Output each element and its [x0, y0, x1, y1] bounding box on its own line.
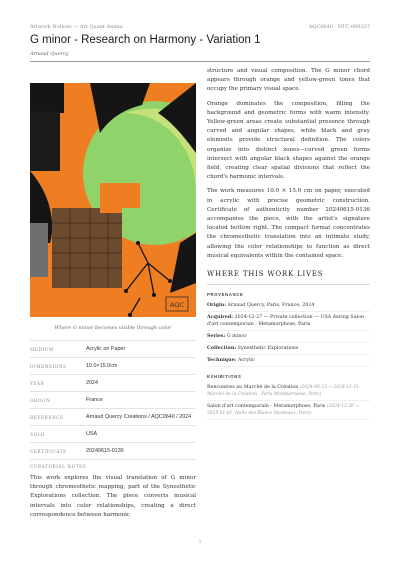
paint-gray-block [30, 223, 48, 277]
spec-value: 20240615-0136 [86, 448, 124, 454]
spec-label: ORIGIN [30, 398, 51, 403]
provenance-key: Collection: [207, 345, 237, 352]
spec-label: YEAR [30, 381, 45, 386]
spec-value: Arnaud Quercy Creations / AQC0640 / 2024 [86, 414, 192, 420]
page-header [30, 24, 370, 34]
curatorial-notes-text: This work explores the visual translation of G minor through chromesthetic mapping, part of the Synesthetic Explorations collection. The piece converts musical intervals into color relationships, creating a direct correspondence between harmonic [30, 475, 196, 518]
spec-value: 2024 [86, 380, 98, 386]
exhibition-item [207, 401, 370, 420]
spec-row-medium [30, 340, 196, 357]
provenance-acquired [207, 312, 370, 331]
provenance-key: Acquired: [207, 314, 234, 321]
exhibition-meta: (2024-06-23 → 2026-12-31, Marché de la Création - Paris Montparnasse, Paris) [207, 385, 361, 398]
provenance-value: Arnaud Quercy, Paris, France, 2024 [225, 303, 315, 309]
spec-row-origin [30, 391, 196, 408]
description-paragraph: Orange dominates the composition, filling the background and geometric forms with warm intensity. Yellow-green areas create substantial presence through curved and angular shapes, while black and gray elements provide structural definition. The colors organize into distinct zones—curved green forms intersect with angular black shapes against the orange field, creating clear spatial divisions that reflect the chord's harmonic intervals. [207, 100, 370, 181]
header-divider [30, 61, 370, 62]
description-paragraph: structure and visual composition. The G minor chord appears through orange and yellow-green tones that occupy the primary visual space. [207, 68, 370, 93]
spec-row-reference [30, 408, 196, 425]
artwork-caption: Where G minor becomes visible through color [54, 325, 172, 331]
spec-label: REFERENCE [30, 415, 64, 420]
spec-row-dimensions [30, 357, 196, 374]
description-paragraph: The work measures 10.0 × 15.0 cm on paper, executed in acrylic with precise geometric construction. Certificate of authenticity number 20240615-0136 accompanies the piece, with the artist's signature located bottom right. The compact format concentrates the chromesthetic translation into an intimate study, allowing the color relationships to function as direct musical equivalents within the contained space. [207, 188, 370, 259]
spec-value: 10.0×15.0cm [86, 363, 118, 369]
spec-value: Acrylic on Paper [86, 346, 126, 352]
provenance-series [207, 331, 370, 343]
provenance-value: G minor [225, 334, 247, 340]
provenance-key: Series: [207, 333, 226, 340]
paint-brown-block [52, 208, 122, 288]
artist-signature: AQC [170, 301, 184, 309]
spec-label: MEDIUM [30, 347, 54, 352]
provenance-heading: PROVENANCE [207, 292, 244, 298]
spec-label: CERTIFICATE [30, 449, 67, 454]
spec-value: France [86, 397, 103, 403]
provenance-key: Origin: [207, 302, 226, 309]
spec-value: USA [86, 431, 98, 437]
specs-table [30, 340, 196, 460]
spec-row-sold [30, 425, 196, 442]
spec-label: DIMENSIONS [30, 364, 67, 369]
artist-name: Arnaud Quercy [30, 51, 69, 57]
curatorial-notes-heading: CURATORIAL NOTES [30, 464, 87, 469]
provenance-origin [207, 300, 370, 312]
provenance-value: 2024-12-27 — Private collection — USA during Salon d'art contemporain - Metamorphose, Paris [207, 315, 365, 328]
exhibitions-heading: EXHIBITIONS [207, 374, 242, 380]
description-column [207, 67, 370, 420]
provenance-technique [207, 355, 370, 367]
exhibition-name: Rencontres au Marché de la Création [207, 385, 299, 391]
paint-black-top-left [30, 83, 64, 113]
spec-row-year [30, 374, 196, 391]
artwork-image [30, 83, 196, 317]
spec-row-certificate [30, 442, 196, 460]
site-name: Artwork Notices — Art Quant Anima [30, 24, 123, 30]
spec-label: SOLD [30, 432, 45, 437]
artwork-title: G minor - Research on Harmony - Variation 1 [30, 34, 261, 46]
provenance-value: Acrylic [236, 358, 255, 364]
exhibition-name: Salon d'art contemporain - Metamorphose, Paris [207, 404, 326, 410]
provenance-value: Synesthetic Explorations [236, 346, 299, 352]
paint-black-left-band [30, 111, 60, 171]
exhibition-item [207, 382, 370, 401]
provenance-key: Technique: [207, 357, 237, 364]
exhibition-meta: (2024-12-26 → 2025-01-01, Halle des Blancs Manteaux, Paris) [207, 404, 360, 417]
provenance-collection [207, 343, 370, 355]
notice-reference: AQC0640 · NTC-000237 [308, 24, 370, 30]
where-this-work-lives-heading: WHERE THIS WORK LIVES [207, 270, 370, 285]
artwork-painting [30, 83, 196, 317]
page-number: 1 [198, 540, 202, 545]
